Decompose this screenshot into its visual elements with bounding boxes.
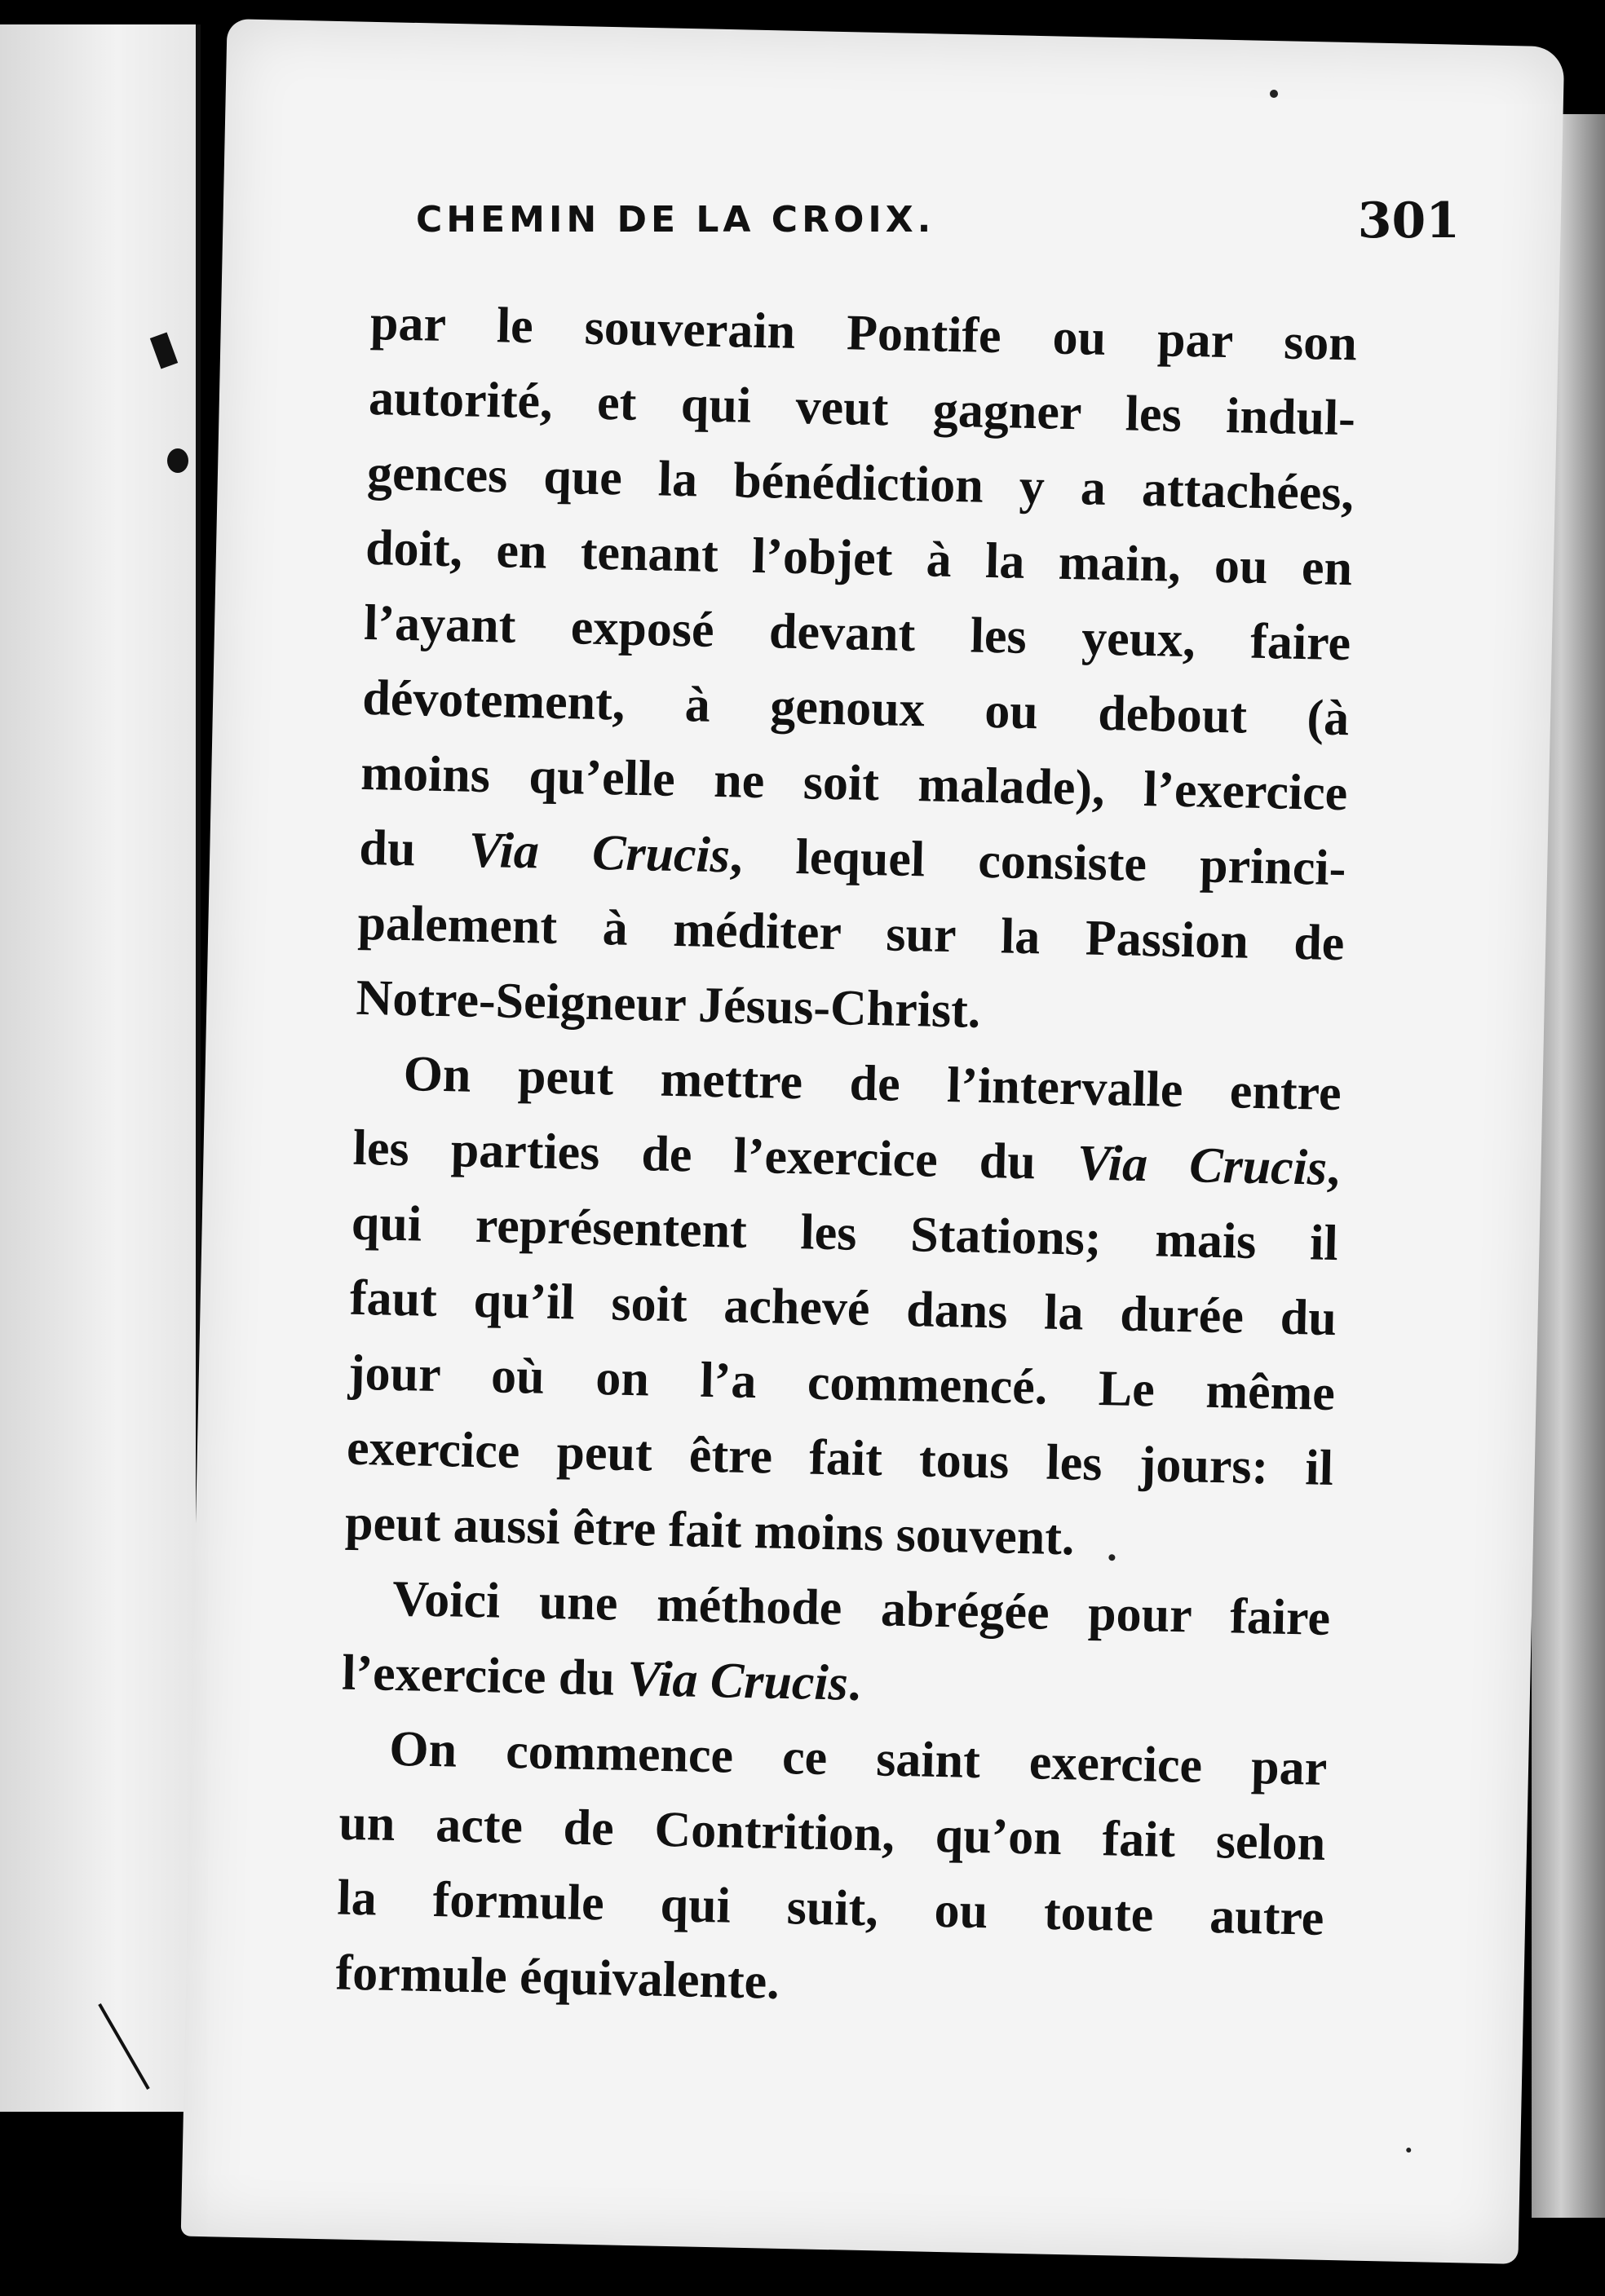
text-segment: la formule qui suit, ou toute autre [336, 1870, 1325, 1946]
paragraph [356, 285, 1358, 1056]
text-segment: Voici une méthode abrégée pour faire [391, 1570, 1331, 1646]
text-segment: peut aussi être fait moins souvent. [344, 1495, 1076, 1566]
text-segment: autorité, et qui veut gagner les indul- [368, 369, 1356, 447]
text-segment: palement à méditer sur la Passion de [356, 894, 1346, 972]
text-segment: du [358, 819, 470, 878]
text-segment: gences que la bénédiction y a attachées, [366, 444, 1355, 522]
text-segment: doit, en tenant l’objet à la main, ou en [365, 519, 1353, 597]
paragraph [341, 1561, 1331, 1731]
text-segment: On commence ce saint exercice par [388, 1720, 1328, 1796]
facing-page-edge [0, 24, 201, 2112]
text-segment: dévotement, à genoux ou debout (à [361, 669, 1350, 747]
text-segment: moins qu’elle ne soit malade), l’exercice [360, 744, 1348, 822]
text-segment: jour où on l’a commencé. Le même [347, 1344, 1336, 1422]
text-segment: les parties de l’exercice du [352, 1119, 1078, 1191]
text-segment: . [847, 1655, 861, 1711]
text-segment: faut qu’il soit achevé dans la durée du [349, 1269, 1338, 1347]
text-segment: l’ayant exposé devant les yeux, faire [363, 594, 1351, 672]
paragraph [344, 1035, 1342, 1581]
italic-text: Via Crucis [1077, 1135, 1328, 1196]
paragraph [335, 1711, 1328, 2031]
text-segment: , [1326, 1140, 1341, 1197]
text-segment: qui représentent les Stations; mais il [351, 1194, 1339, 1272]
text-segment: formule équivalente. [334, 1945, 780, 2010]
text-segment: exercice peut être fait tous les jours: il [346, 1420, 1334, 1497]
text-segment: l’exercice du [341, 1645, 629, 1707]
italic-text: Via Crucis [468, 822, 731, 884]
text-segment: , lequel consiste princi- [729, 828, 1346, 897]
page-number: 301 [1357, 192, 1460, 249]
italic-text: Via Crucis [626, 1650, 849, 1711]
text-segment: un acte de Contrition, qu’on fait selon [338, 1795, 1326, 1871]
body-text [335, 285, 1358, 2031]
running-title: CHEMIN DE LA CROIX. [416, 199, 935, 241]
text-segment: par le souverain Pontife ou par son [369, 294, 1358, 372]
running-head [416, 192, 1460, 272]
text-segment: On peut mettre de l’intervalle entre [403, 1046, 1342, 1122]
text-segment: Notre-Seigneur Jésus-Christ. [355, 969, 982, 1039]
